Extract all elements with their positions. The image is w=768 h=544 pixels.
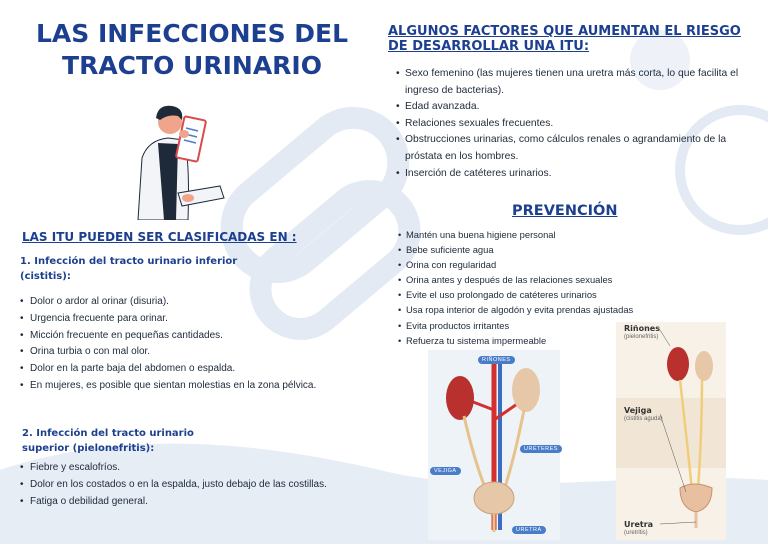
list-item: • Refuerza tu sistema impermeable xyxy=(398,333,698,348)
urinary-tract-icon xyxy=(616,322,726,540)
list-item: • Urgencia frecuente para orinar. xyxy=(20,311,340,328)
list-item: • Dolor o ardor al orinar (disuria). xyxy=(20,294,340,311)
risk-factors-heading: ALGUNOS FACTORES QUE AUMENTAN EL RIESGO DE DESARROLLAR UNA ITU: xyxy=(388,24,741,54)
list-item: • Inserción de catéteres urinarios. xyxy=(396,166,756,183)
kidneys-site-label: Riñones xyxy=(624,324,660,333)
urinary-system-diagram xyxy=(428,350,560,540)
list-item: • Usa ropa interior de algodón y evita prendas ajustadas xyxy=(398,302,698,317)
kidneys-site-sub: (pielonefritis) xyxy=(624,334,659,340)
list-item: • Fatiga o debilidad general. xyxy=(20,494,340,511)
list-item: • En mujeres, es posible que sientan molestias en la zona pélvica. xyxy=(20,378,340,395)
kidneys-label: RIÑONES xyxy=(478,356,515,364)
list-item: • Edad avanzada. xyxy=(396,99,756,116)
doctor-illustration-icon xyxy=(128,98,238,220)
list-item: • Fiebre y escalofríos. xyxy=(20,460,340,477)
lower-uti-title: 1. Infección del tracto urinario inferior (cistitis): xyxy=(20,256,238,282)
prevention-heading: PREVENCIÓN xyxy=(512,203,618,219)
upper-uti-title: 2. Infección del tracto urinario superior (pielonefritis): xyxy=(22,428,194,454)
list-item: • Obstrucciones urinarias, como cálculos renales o agrandamiento de la próstata en los hombres. xyxy=(396,132,756,165)
list-item: • Dolor en los costados o en la espalda, justo debajo de las costillas. xyxy=(20,477,340,494)
urethra-site-label: Uretra xyxy=(624,520,654,529)
urethra-label: URETRA xyxy=(512,526,546,534)
lower-uti-symptoms xyxy=(20,294,340,395)
classification-heading: LAS ITU PUEDEN SER CLASIFICADAS EN : xyxy=(22,230,297,244)
list-item: • Evita productos irritantes xyxy=(398,318,698,333)
bladder-label: VEJIGA xyxy=(430,467,461,475)
urethra-site-sub: (uretritis) xyxy=(624,530,648,536)
bladder-site-label: Vejiga xyxy=(624,406,652,415)
list-item: • Micción frecuente en pequeñas cantidades. xyxy=(20,328,340,345)
infection-sites-diagram xyxy=(616,322,726,540)
ureters-label: URÉTERES xyxy=(520,445,562,453)
list-item: • Bebe suficiente agua xyxy=(398,242,698,257)
list-item: • Evite el uso prolongado de catéteres urinarios xyxy=(398,287,698,302)
list-item: • Mantén una buena higiene personal xyxy=(398,227,698,242)
upper-uti-symptoms xyxy=(20,460,340,510)
list-item: • Dolor en la parte baja del abdomen o espalda. xyxy=(20,361,340,378)
list-item: • Orina antes y después de las relaciones sexuales xyxy=(398,272,698,287)
page-title: LAS INFECCIONES DEL TRACTO URINARIO xyxy=(35,19,349,80)
list-item: • Orina turbia o con mal olor. xyxy=(20,344,340,361)
bladder-site-sub: (cistitis aguda) xyxy=(624,416,663,422)
list-item: • Orina con regularidad xyxy=(398,257,698,272)
list-item: • Sexo femenino (las mujeres tienen una uretra más corta, lo que facilita el ingreso de bacterias). xyxy=(396,66,756,99)
list-item: • Relaciones sexuales frecuentes. xyxy=(396,116,756,133)
risk-factors-list xyxy=(396,66,756,182)
